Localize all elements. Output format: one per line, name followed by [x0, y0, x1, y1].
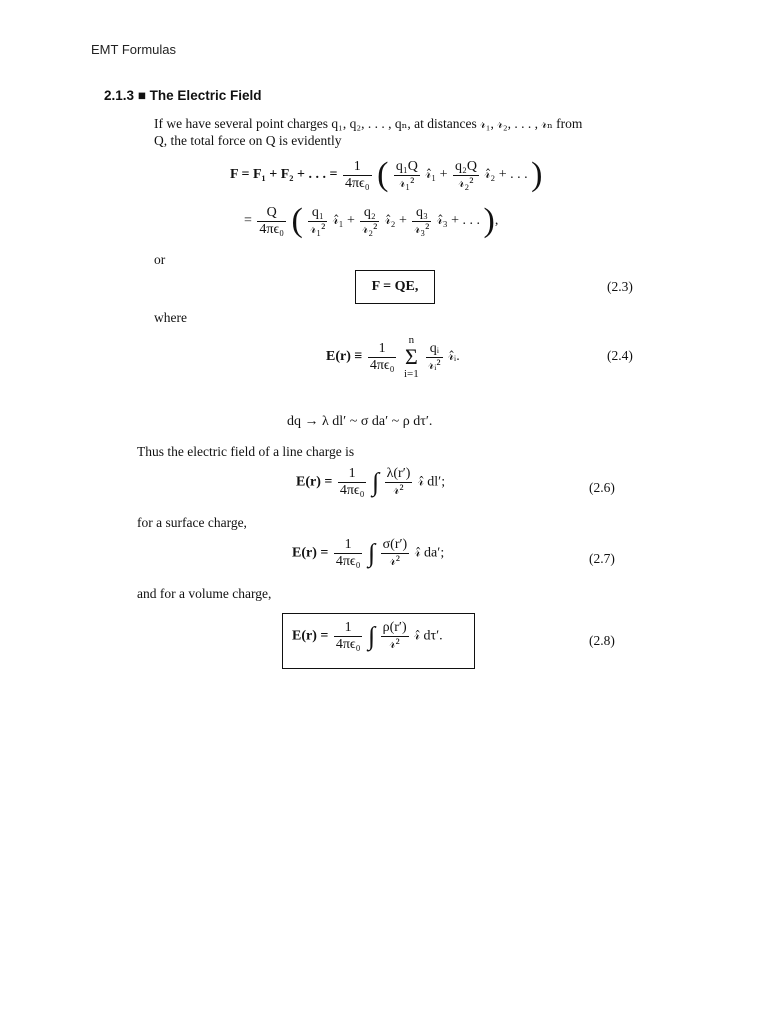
equation-2-6-prefactor: $\frac{1}{\text{4πϵ₀}}$ — [339, 466, 365, 498]
equation-2-4-prefactor: $\frac{1}{\text{4πϵ₀}}$ — [369, 340, 395, 373]
integral-sign: ∫ — [367, 538, 376, 568]
equation-2-3: F = QE, — [371, 279, 419, 294]
intro-line-1: If we have several point charges q₁, q₂, . . . , qₙ, at distances 𝓇₁, 𝓇₂, . . . , 𝓇ₙ from — [154, 116, 583, 131]
force-factored-term1: $\frac{\text{q₁}}{\text{𝓇₁²}}$ — [310, 204, 326, 237]
equation-2-3-number: (2.3) — [607, 279, 633, 294]
charge-element-line: dq → λ dl′ ~ σ da′ ~ ρ dτ′. — [287, 414, 433, 429]
force-factored-unit2: 𝓇̂₂ + — [384, 213, 407, 229]
equation-2-8 — [292, 620, 443, 653]
equation-2-4-term: $\frac{\text{qᵢ}}{\text{𝓇ᵢ²}}$ — [428, 340, 441, 373]
equation-2-3-box — [355, 270, 435, 304]
equation-2-7-lhs: E(r) = — [292, 545, 329, 561]
force-factored-term3: $\frac{\text{q₃}}{\text{𝓇₃²}}$ — [414, 204, 430, 237]
equation-2-4-number: (2.4) — [607, 348, 633, 363]
line-charge-text: Thus the electric field of a line charge is — [137, 444, 355, 459]
integral-sign: ∫ — [367, 621, 376, 651]
equation-2-8-integrand: $\frac{\rho(r')}{\text{𝓇²}}$ — [382, 620, 407, 652]
force-factored-tail: , — [494, 213, 499, 229]
surface-charge-text: for a surface charge, — [137, 515, 247, 530]
equation-2-6-number: (2.6) — [589, 480, 615, 495]
force-sum-term2: $\frac{\text{q₂Q}}{\text{𝓇₂²}}$ — [455, 158, 478, 191]
equation-2-6-tail: 𝓇̂ dl′; — [417, 474, 446, 490]
close-paren: ) — [483, 202, 495, 239]
intro-line-2: Q, the total force on Q is evidently — [154, 133, 342, 148]
intro-paragraph — [154, 115, 654, 149]
force-sum-unit2: 𝓇̂₂ + . . . — [484, 167, 528, 183]
equation-force-sum — [230, 158, 542, 192]
force-factored-unit3: 𝓇̂₃ + . . . — [436, 213, 480, 229]
equation-2-4 — [326, 334, 460, 380]
force-factored-unit1: 𝓇̂₁ + — [332, 213, 355, 229]
equation-2-7 — [292, 537, 444, 570]
equation-force-factored — [244, 204, 498, 238]
equation-2-8-prefactor: $\frac{1}{\text{4πϵ₀}}$ — [335, 620, 361, 652]
equation-2-6-lhs: E(r) = — [296, 474, 333, 490]
open-paren: ( — [291, 202, 303, 239]
equation-2-8-number: (2.8) — [589, 633, 615, 648]
document-header: EMT Formulas — [91, 42, 176, 57]
equation-2-8-tail: 𝓇̂ dτ′. — [414, 628, 443, 644]
force-factored-prefactor: $\frac{Q}{\text{4πϵ₀}}$ — [259, 204, 285, 237]
equation-2-4-lhs: E(r) ≡ — [326, 349, 363, 365]
equation-2-8-lhs: E(r) = — [292, 628, 329, 644]
equation-2-6 — [296, 466, 445, 499]
section-title: 2.1.3 ■ The Electric Field — [104, 88, 262, 103]
force-sum-term1: $\frac{\text{q₁Q}}{\text{𝓇₁²}}$ — [395, 158, 418, 191]
equation-2-4-unit: 𝓇̂ᵢ. — [448, 349, 460, 365]
close-paren: ) — [531, 156, 543, 193]
equation-2-6-integrand: $\frac{\lambda(r')}{\text{𝓇²}}$ — [386, 466, 411, 498]
integral-sign: ∫ — [371, 467, 380, 497]
equation-2-7-integrand: $\frac{\sigma(r')}{\text{𝓇²}}$ — [382, 537, 408, 569]
word-where: where — [154, 310, 187, 325]
word-or: or — [154, 252, 166, 267]
equation-2-7-tail: 𝓇̂ da′; — [414, 545, 445, 561]
force-sum-unit1: 𝓇̂₁ + — [425, 167, 448, 183]
force-sum-prefactor: $\frac{1}{\text{4πϵ₀}}$ — [344, 158, 370, 191]
force-sum-lhs: F = F₁ + F₂ + . . . = — [230, 167, 338, 183]
volume-charge-text: and for a volume charge, — [137, 586, 272, 601]
force-factored-term2: $\frac{\text{q₂}}{\text{𝓇₂²}}$ — [362, 204, 378, 237]
equation-2-7-prefactor: $\frac{1}{\text{4πϵ₀}}$ — [335, 537, 361, 569]
force-factored-lhs: = — [244, 213, 252, 229]
open-paren: ( — [377, 156, 389, 193]
equation-2-7-number: (2.7) — [589, 551, 615, 566]
summation-sign: n Σ i=1 — [403, 334, 419, 380]
